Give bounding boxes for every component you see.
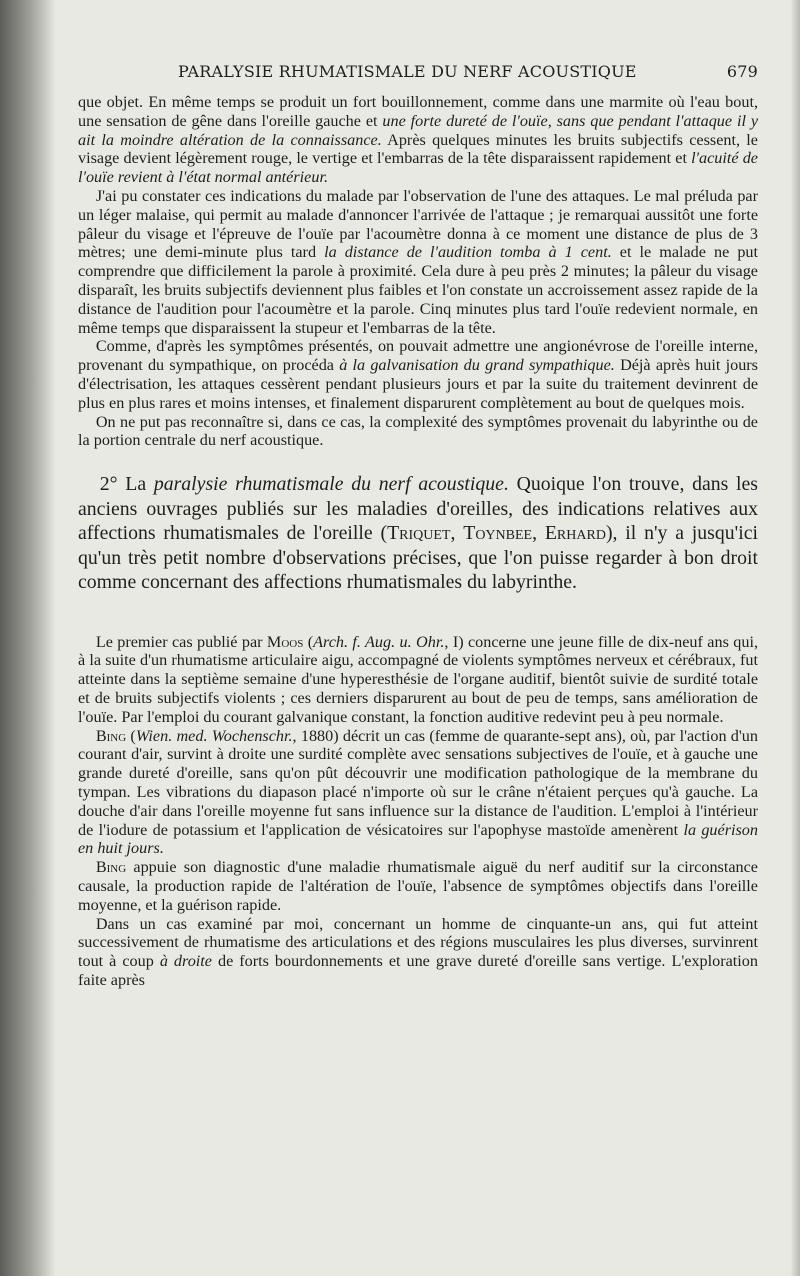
paragraph [78, 413, 758, 451]
italic-run: une forte dureté de l'ouïe, sans que pendant l'attaque il y ait la moindre altération de la connaissance. [78, 111, 759, 149]
text-run: ( [126, 726, 136, 745]
text-run: et le malade ne put comprendre que difficilement la parole à proximité. Cela dure à peu près 2 minutes; la pâleur du visage disparaît, les bruits subjectifs deviennent plus faibles et l'on constate un accroissement assez rapide de la distance de l'audition pour l'acoumètre et la parole. Cinq minutes plus tard l'ouïe redevient normale, en même temps que disparaissent la stupeur et l'embarras de la tête. [78, 243, 758, 337]
case-continuation [78, 93, 758, 450]
text-run: , 1880) décrit un cas (femme de quarante-sept ans), où, par l'action d'un courant d'air, survint à droite une surdité complète avec sensations subjectives de l'ouïe, et à gauche une grande dureté d'oreille, sans qu'on pût découvrir une modification pathologique de la membrane du tympan. Les vibrations du diapason placé n'importe où sur le crâne n'étaient perçues qu'à gauche. La douche d'air dans l'oreille moyenne fut sans influence sur la distance de l'audition. L'emploi à l'intérieur de l'iodure de potassium et l'application de vésicatoires sur l'apophyse mastoïde amenèrent [78, 726, 758, 839]
italic-run: la distance de l'audition tomba à 1 cent. [324, 243, 612, 262]
paragraph [78, 337, 758, 412]
text-run: Après quelques minutes les bruits subjectifs cessent, le visage devient légèrement rouge, le vertige et l'embarras de la tête disparaissent rapidement et [78, 130, 758, 168]
section-title: paralysie rhumatismale du nerf acoustique. [153, 473, 509, 496]
text-run: de forts bourdonnements et une grave dureté d'oreille sans vertige. L'exploration faite après [78, 952, 758, 989]
case-reports [78, 633, 758, 990]
author-name: Moos [266, 632, 304, 651]
italic-run: la guérison en huit jours. [78, 820, 758, 858]
author-name: Erhard [544, 522, 606, 545]
text-run: J'ai pu constater ces indications du malade par l'observation de l'une des attaques. Le mal préluda par un léger malaise, qui permit au malade d'annoncer l'arrivée de l'attaque ; je remarquai aussitôt une forte pâleur du visage et l'épreuve de l'ouïe par l'acoumètre donna à ce moment une distance de plus de 3 mètres; une demi-minute plus tard [78, 186, 758, 262]
text-run: , [450, 522, 464, 545]
italic-run: à droite [159, 952, 212, 971]
author-name: Triquet [387, 522, 451, 545]
text-run: Le premier cas publié par [95, 632, 267, 651]
running-title: PARALYSIE RHUMATISMALE DU NERF ACOUSTIQUE [178, 62, 637, 81]
author-name: Bing [95, 726, 127, 745]
text-run: appuie son diagnostic d'une maladie rhumatismale aiguë du nerf auditif sur la circonstance causale, la production rapide de l'altération de l'ouïe, l'absence de symptômes objectifs dans l'oreille moyenne, et la guérison rapide. [78, 858, 758, 914]
text-run: ), il n'y a jusqu'ici qu'un très petit nombre d'observations précises, que l'on puisse regarder à bon droit comme concernant des affections rhumatismales du labyrinthe. [78, 522, 759, 594]
italic-run: à la galvanisation du grand sympathique. [339, 356, 615, 375]
paragraph [78, 915, 758, 990]
paragraph [78, 93, 758, 187]
paragraph [78, 727, 758, 859]
text-run: , I) concerne une jeune fille de dix-neuf ans qui, à la suite d'un rhumatisme articulaire aigu, accompagné de violents symptômes nerveux et cérébraux, fut atteinte dans la septième semaine d'une hyperesthésie de l'organe auditif, bientôt suivie de surdité totale et de bruits subjectifs violents ; ces derniers disparurent au bout de peu de temps, sans amélioration de l'ouïe. Par l'emploi du courant galvanique constant, la fonction auditive redevint peu à peu normale. [78, 632, 758, 726]
text-run: On ne put pas reconnaître si, dans ce cas, la complexité des symptômes provenait du labyrinthe ou de la portion centrale du nerf acoustique. [78, 412, 758, 450]
text-run: Quoique l'on trouve, dans les anciens ouvrages publiés sur les maladies d'oreilles, des indications relatives aux affections rhumatismales de l'oreille ( [78, 473, 758, 545]
running-header [78, 62, 758, 81]
text-run: Déjà après huit jours d'électrisation, les attaques cessèrent pendant plusieurs jours et par la suite du traitement devinrent de plus en plus rares et moins intenses, et finalement disparurent complètement au bout de quelques mois. [78, 356, 758, 412]
author-name: Toynbee [463, 522, 533, 545]
text-run: ( [303, 632, 314, 651]
author-name: Bing [95, 858, 127, 877]
text-run: que objet. En même temps se produit un fort bouillonnement, comme dans une marmite où l'eau bout, une sensation de gêne dans l'oreille gauche et [78, 93, 758, 130]
section-number: 2° [99, 473, 118, 496]
text-run: , [532, 522, 545, 545]
text-run: La [117, 473, 154, 496]
paragraph [78, 633, 758, 727]
paragraph [78, 187, 758, 337]
text-run: Dans un cas examiné par moi, concernant un homme de cinquante-un ans, qui fut atteint successivement de rhumatisme des articulations et des régions musculaires les plus diverses, survinrent tout à coup [78, 914, 758, 971]
text-run: Comme, d'après les symptômes présentés, on pouvait admettre une angionévrose de l'oreille interne, provenant du sympathique, on procéda [78, 337, 758, 375]
section-heading-paragraph [78, 472, 758, 595]
page-number: 679 [726, 62, 758, 81]
paragraph [78, 472, 758, 595]
italic-run: l'acuité de l'ouïe revient à l'état normal antérieur. [78, 149, 758, 187]
citation: Wien. med. Wochenschr. [135, 726, 293, 745]
paragraph [78, 858, 758, 914]
citation: Arch. f. Aug. u. Ohr. [313, 632, 445, 651]
